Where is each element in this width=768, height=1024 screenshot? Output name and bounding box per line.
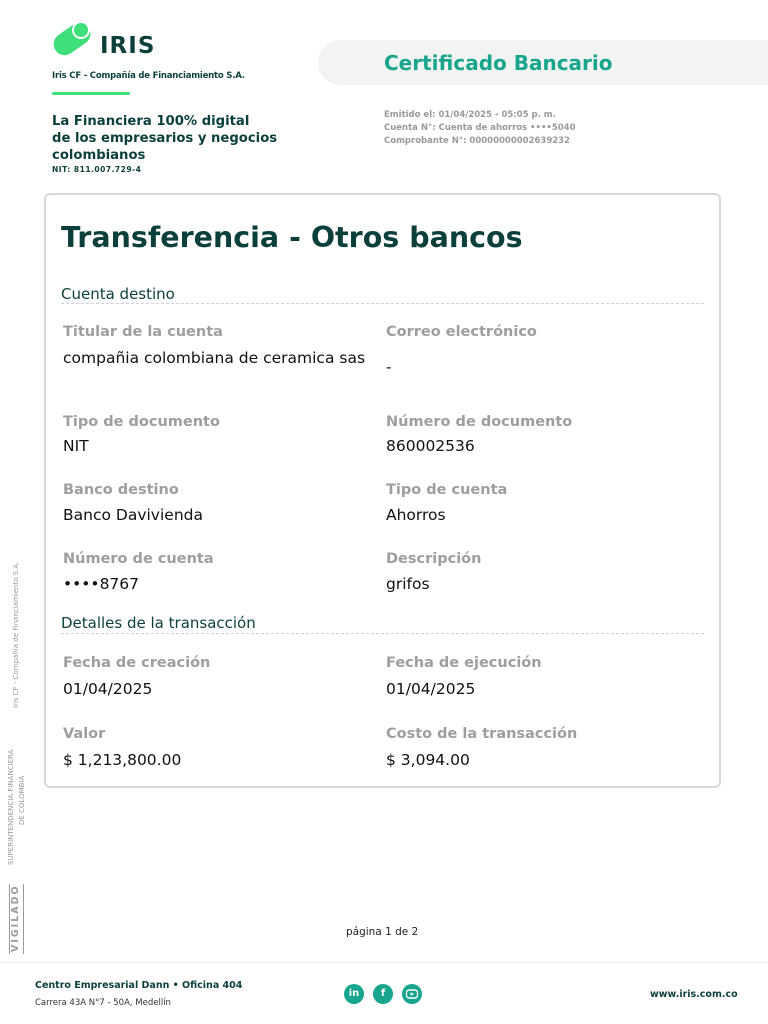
doc-type-value: NIT	[63, 437, 89, 455]
footer-divider	[0, 962, 768, 963]
executed-date-value: 01/04/2025	[386, 680, 476, 698]
amount-value: $ 1,213,800.00	[63, 751, 182, 769]
brand-tagline	[52, 113, 322, 164]
description-label: Descripción	[386, 551, 482, 567]
cost-value: $ 3,094.00	[386, 751, 470, 769]
email-value: -	[386, 358, 392, 376]
side-superintendencia-line1: SUPERINTENDENCIA FINANCIERA	[7, 749, 15, 865]
email-label: Correo electrónico	[386, 324, 537, 340]
brand-nit: NIT: 811.007.729-4	[52, 165, 142, 174]
side-superintendencia-line2: DE COLOMBIA	[18, 775, 26, 825]
iris-logo-icon	[52, 18, 96, 58]
section-divider	[61, 633, 704, 634]
amount-label: Valor	[63, 726, 106, 742]
brand-legal-name: Iris CF - Compañía de Financiamiento S.A.	[52, 71, 245, 81]
tagline-line: de los empresarios y negocios	[52, 131, 278, 146]
linkedin-icon[interactable]: in	[344, 984, 364, 1004]
account-number-value: ••••8767	[63, 575, 140, 593]
section-divider	[61, 303, 704, 304]
transfer-title: Transferencia - Otros bancos	[61, 221, 523, 254]
side-vigilado: VIGILADO	[10, 884, 21, 952]
tagline-line: colombianos	[52, 148, 146, 163]
account-number-label: Número de cuenta	[63, 551, 214, 567]
brand-name: IRIS	[100, 33, 156, 59]
executed-date-label: Fecha de ejecución	[386, 655, 542, 671]
description-value: grifos	[386, 575, 430, 593]
tagline-line: La Financiera 100% digital	[52, 114, 250, 129]
footer-address-line2: Carrera 43A N°7 - 50A, Medellín	[35, 998, 171, 1008]
doc-number-value: 860002536	[386, 437, 475, 455]
footer-address-line1: Centro Empresarial Dann • Oficina 404	[35, 980, 243, 991]
account-type-value: Ahorros	[386, 506, 446, 524]
bank-value: Banco Davivienda	[63, 506, 203, 524]
cost-label: Costo de la transacción	[386, 726, 578, 742]
section-destination-account: Cuenta destino	[61, 285, 175, 303]
doc-number-label: Número de documento	[386, 414, 573, 430]
certificate-title: Certificado Bancario	[384, 51, 613, 75]
doc-type-label: Tipo de documento	[63, 414, 220, 430]
source-account: Cuenta N°: Cuenta de ahorros ••••5040	[384, 123, 576, 133]
facebook-icon[interactable]: f	[373, 984, 393, 1004]
brand-underline	[52, 92, 130, 95]
section-transaction-details: Detalles de la transacción	[61, 614, 256, 632]
created-date-value: 01/04/2025	[63, 680, 153, 698]
youtube-icon[interactable]	[402, 984, 422, 1004]
holder-label: Titular de la cuenta	[63, 324, 223, 340]
footer-website-link[interactable]: www.iris.com.co	[650, 989, 738, 1000]
voucher-number: Comprobante N°: 00000000002639232	[384, 136, 570, 146]
account-type-label: Tipo de cuenta	[386, 482, 508, 498]
emitted-date: Emitido el: 01/04/2025 - 05:05 p. m.	[384, 110, 556, 120]
youtube-play-glyph	[402, 984, 422, 1004]
side-company-name: Iris CF - Compañía de Financiamiento S.A.	[12, 561, 20, 708]
holder-value: compañia colombiana de ceramica sas	[63, 349, 366, 367]
page-number: página 1 de 2	[346, 926, 419, 938]
bank-label: Banco destino	[63, 482, 179, 498]
created-date-label: Fecha de creación	[63, 655, 211, 671]
